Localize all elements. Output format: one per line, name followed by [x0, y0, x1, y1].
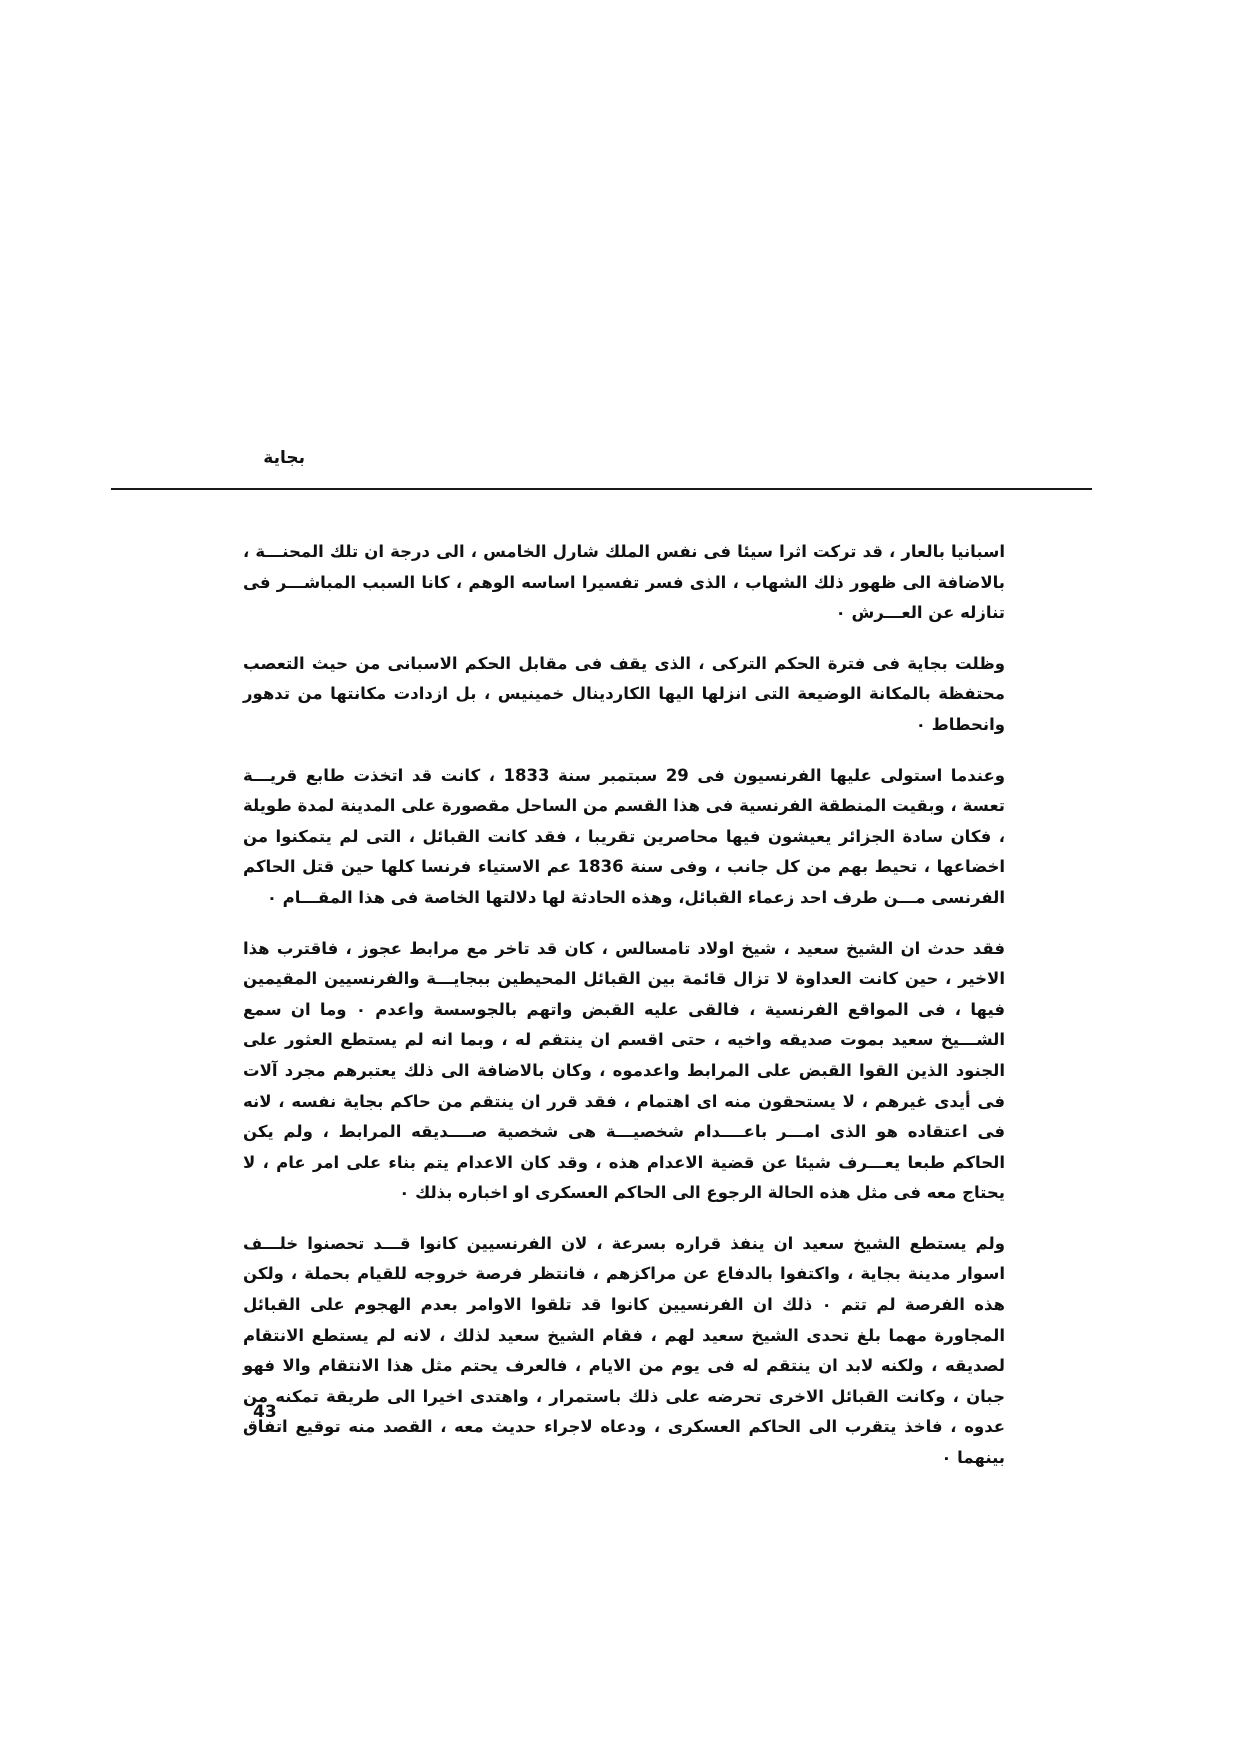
header-rule — [111, 488, 1092, 490]
paragraph-2: وظلت بجاية فى فترة الحكم التركى ، الذى يقف فى مقابل الحكم الاسبانى من حيث التعصب محتفظة بالمكانة الوضيعة التى انزلها اليها الكاردينال خمينيس ، بل ازدادت مكانتها من تدهور وانحطاط ٠ — [243, 653, 1005, 734]
paragraph-4: فقد حدث ان الشيخ سعيد ، شيخ اولاد تامسالس ، كان قد تاخر مع مرابط عجوز ، فاقترب هذا الاخير ، حين كانت العداوة لا تزال قائمة بين القبائل المحيطين ببجايـــة والفرنسيين المقيمين فيها ، فى المواقع الفرنسية ، فالقى عليه القبض واتهم بالجوسسة واعدم ٠ وما ان سمع الشـــيخ سعيد بموت صديقه واخيه ، حتى اقسم ان ينتقم له ، وبما انه لم يستطع العثور على الجنود الذين القوا القبض على المرابط واعدموه ، وكان بالاضافة الى ذلك يعتبرهم مجرد آلات فى أيدى غيرهم ، لا يستحقون منه اى اهتمام ، فقد قرر ان ينتقم من حاكم بجاية نفسه ، لانه فى اعتقاده هو الذى امـــر باعــــدام شخصيـــة هى شخصية صــــديقه المرابط ، ولم يكن الحاكم طبعا يعـــرف شيئا عن قضية الاعدام هذه ، وقد كان الاعدام يتم بناء على امر عام ، لا يحتاج معه فى مثل هذه الحالة الرجوع الى الحاكم العسكرى او اخباره بذلك ٠ — [243, 938, 1005, 1203]
body-text — [243, 537, 1005, 1474]
paragraph-5: ولم يستطع الشيخ سعيد ان ينفذ قراره بسرعة ، لان الفرنسيين كانوا قـــد تحصنوا خلـــف اسوار مدينة بجاية ، واكتفوا بالدفاع عن مراكزهم ، فانتظر فرصة خروجه للقيام بحملة ، ولكن هذه الفرصة لم تتم ٠ ذلك ان الفرنسيين كانوا قد تلقوا الاوامر بعدم الهجوم على القبائل المجاورة مهما بلغ تحدى الشيخ سعيد لهم ، فقام الشيخ سعيد لذلك ، لانه لم يستطع الانتقام لصديقه ، ولكنه لابد ان ينتقم له فى يوم من الايام ، فالعرف يحتم مثل هذا الانتقام والا فهو جبان ، وكانت القبائل الاخرى تحرضه على ذلك باستمرار ، واهتدى اخيرا الى طريقة تمكنه من عدوه ، فاخذ يتقرب الى الحاكم العسكرى ، ودعاه لاجراء حديث معه ، القصد منه توقيع اتفاق بينهما ٠ — [243, 1233, 1005, 1468]
paragraph-3: وعندما استولى عليها الفرنسيون فى 29 سبتمبر سنة 1833 ، كانت قد اتخذت طابع قريـــة تعسة ، وبقيت المنطقة الفرنسية فى هذا القسم من الساحل مقصورة على المدينة لمدة طويلة ، فكان سادة الجزائر يعيشون فيها محاصرين تقريبا ، فقد كانت القبائل ، التى لم يتمكنوا من اخضاعها ، تحيط بهم من كل جانب ، وفى سنة 1836 عم الاستياء فرنسا كلها حين قتل الحاكم الفرنسى مـــن طرف احد زعماء القبائل، وهذه الحادثة لها دلالتها الخاصة فى هذا المقـــام ٠ — [243, 765, 1005, 907]
page-number: 43 — [253, 1402, 277, 1422]
running-header: بجاية — [263, 448, 305, 468]
paragraph-1: اسبانيا بالعار ، قد تركت اثرا سيئا فى نفس الملك شارل الخامس ، الى درجة ان تلك المحنـــة ، بالاضافة الى ظهور ذلك الشهاب ، الذى فسر تفسيرا اساسه الوهم ، كانا السبب المباشـــر فى تنازله عن العـــرش ٠ — [243, 542, 1005, 623]
